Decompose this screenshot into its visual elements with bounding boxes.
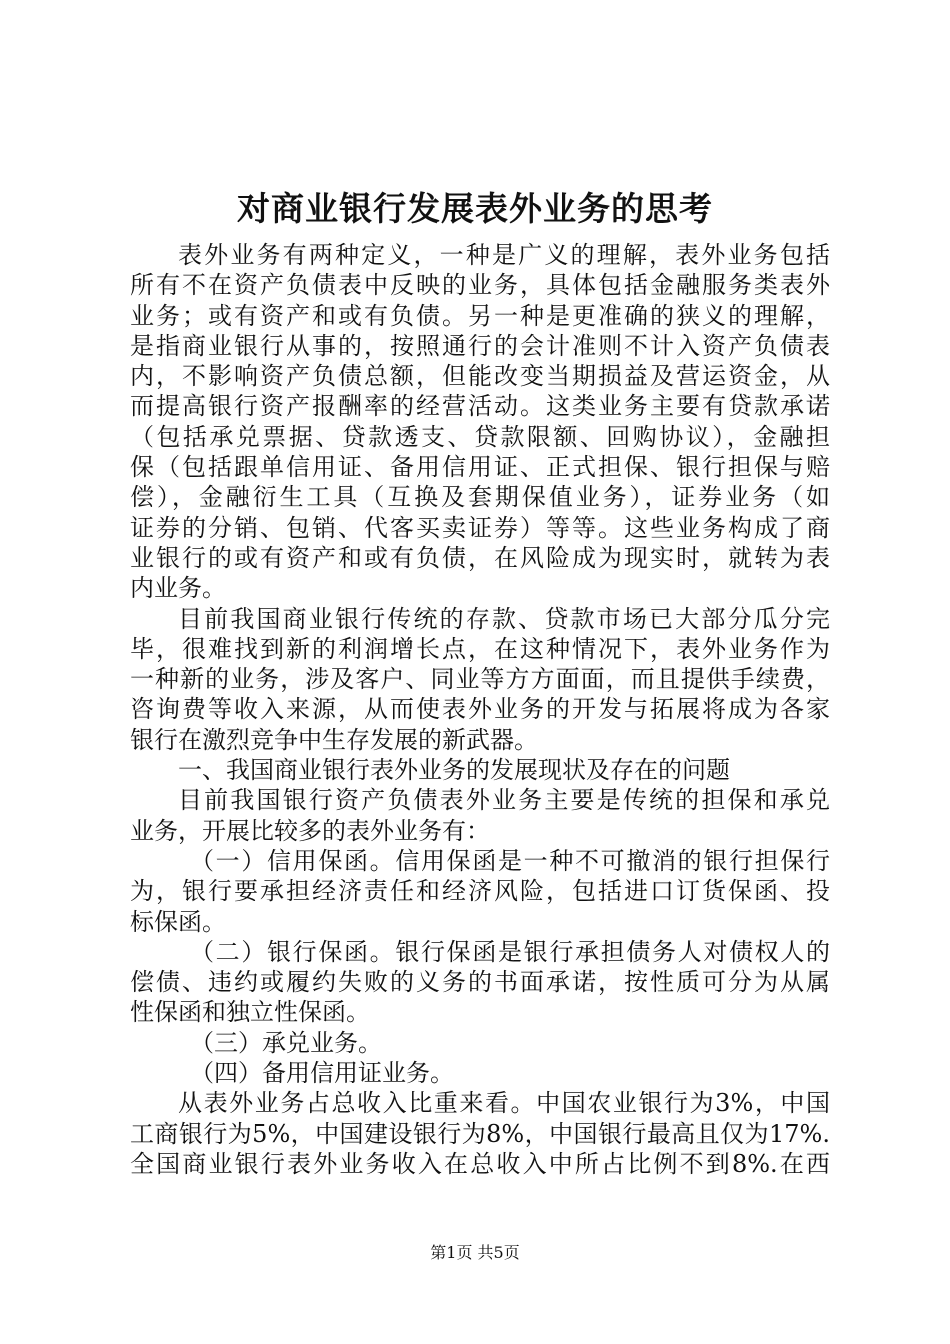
text-line: 偿），金融衍生工具（互换及套期保值业务），证券业务（如 bbox=[130, 483, 830, 512]
text-line: 内，不影响资产负债总额，但能改变当期损益及营运资金，从 bbox=[130, 362, 830, 391]
text-line: 业务，开展比较多的表外业务有： bbox=[130, 816, 490, 845]
text-line: 标保函。 bbox=[130, 907, 226, 936]
text-line: 为，银行要承担经济责任和经济风险，包括进口订货保函、投 bbox=[130, 877, 830, 906]
text-line: 证券的分销、包销、代客买卖证券）等等。这些业务构成了商 bbox=[130, 513, 830, 542]
text-line: 目前我国商业银行传统的存款、贷款市场已大部分瓜分完 bbox=[178, 604, 830, 633]
text-line: （一）信用保函。信用保函是一种不可撤消的银行担保行 bbox=[190, 846, 830, 875]
text-line: 性保函和独立性保函。 bbox=[130, 998, 370, 1027]
page-number: 第1页 共5页 bbox=[430, 1243, 520, 1262]
text-line: 工商银行为5%，中国建设银行为8%，中国银行最高且仅为17%. bbox=[130, 1119, 830, 1148]
text-line: 保（包括跟单信用证、备用信用证、正式担保、银行担保与赔 bbox=[130, 453, 830, 482]
text-line: 业务；或有资产和或有负债。另一种是更准确的狭义的理解， bbox=[130, 301, 830, 330]
text-line: （四）备用信用证业务。 bbox=[190, 1059, 454, 1088]
text-line: 偿债、违约或履约失败的义务的书面承诺，按性质可分为从属 bbox=[130, 968, 830, 997]
text-line: 是指商业银行从事的，按照通行的会计准则不计入资产负债表 bbox=[130, 331, 830, 360]
text-line: 表外业务有两种定义，一种是广义的理解，表外业务包括 bbox=[178, 241, 830, 269]
text-line: 一种新的业务，涉及客户、同业等方方面面，而且提供手续费， bbox=[130, 665, 830, 694]
text-line: （二）银行保函。银行保函是银行承担债务人对债权人的 bbox=[190, 937, 830, 966]
text-line: 银行在激烈竞争中生存发展的新武器。 bbox=[130, 725, 538, 754]
section-heading: 一、我国商业银行表外业务的发展现状及存在的问题 bbox=[178, 756, 730, 785]
text-line: 而提高银行资产报酬率的经营活动。这类业务主要有贷款承诺 bbox=[130, 392, 830, 421]
document-body bbox=[130, 240, 830, 1179]
text-line: （包括承兑票据、贷款透支、贷款限额、回购协议），金融担 bbox=[130, 422, 830, 451]
text-line: 咨询费等收入来源，从而使表外业务的开发与拓展将成为各家 bbox=[130, 695, 830, 724]
text-line: 业银行的或有资产和或有负债，在风险成为现实时，就转为表 bbox=[130, 543, 830, 572]
text-line: 所有不在资产负债表中反映的业务，具体包括金融服务类表外 bbox=[130, 271, 830, 300]
text-line: 目前我国银行资产负债表外业务主要是传统的担保和承兑 bbox=[178, 786, 830, 815]
text-line: 全国商业银行表外业务收入在总收入中所占比例不到8%.在西 bbox=[130, 1149, 830, 1178]
text-line: 从表外业务占总收入比重来看。中国农业银行为3%，中国 bbox=[178, 1089, 830, 1118]
text-line: 内业务。 bbox=[130, 574, 226, 603]
text-line: （三）承兑业务。 bbox=[190, 1028, 382, 1057]
document-title: 对商业银行发展表外业务的思考 bbox=[237, 189, 713, 228]
text-line: 毕，很难找到新的利润增长点，在这种情况下，表外业务作为 bbox=[130, 634, 830, 663]
